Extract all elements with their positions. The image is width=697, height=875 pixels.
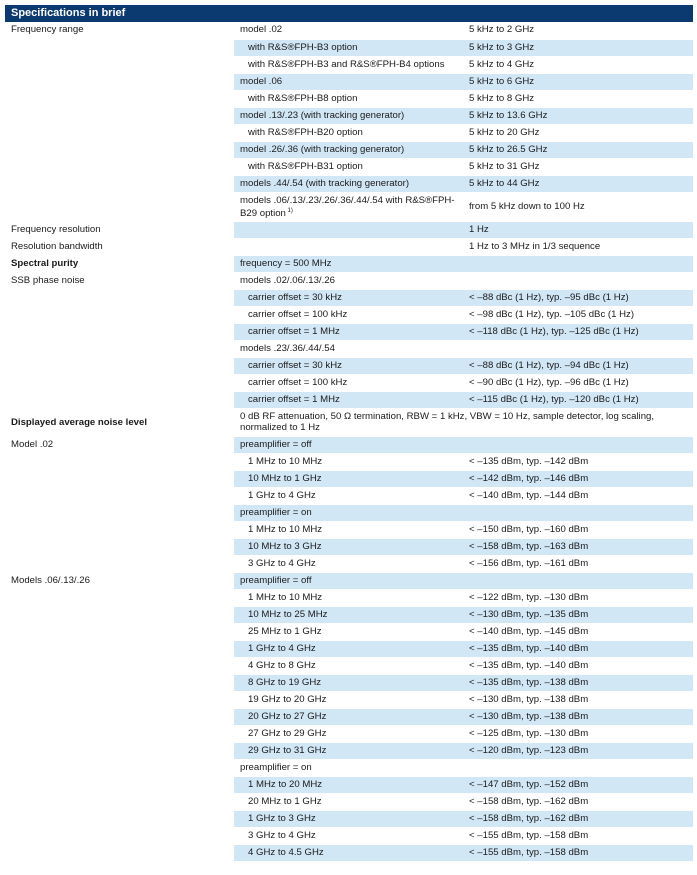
condition-cell <box>234 453 463 470</box>
table-row <box>5 657 693 674</box>
table-row <box>5 255 693 272</box>
parameter-cell <box>5 357 234 374</box>
condition-cell <box>234 538 463 555</box>
value-cell: < –158 dBm, typ. –162 dBm <box>463 793 693 810</box>
value-cell: 5 kHz to 44 GHz <box>463 175 693 192</box>
table-row <box>5 124 693 141</box>
value-cell: < –140 dBm, typ. –145 dBm <box>463 623 693 640</box>
table-row <box>5 470 693 487</box>
table-row <box>5 453 693 470</box>
table-row <box>5 340 693 357</box>
table-row <box>5 742 693 759</box>
value-cell: < –130 dBm, typ. –135 dBm <box>463 606 693 623</box>
table-row <box>5 555 693 572</box>
condition-text: 1 GHz to 4 GHz <box>248 489 316 501</box>
parameter-cell <box>5 73 234 90</box>
parameter-cell <box>5 623 234 640</box>
parameter-cell <box>5 640 234 657</box>
condition-text: preamplifier = off <box>240 574 312 586</box>
condition-cell <box>234 657 463 674</box>
value-cell <box>463 436 693 453</box>
parameter-cell <box>5 776 234 793</box>
condition-cell <box>234 141 463 158</box>
parameter-cell: Model .02 <box>5 436 234 453</box>
table-row <box>5 158 693 175</box>
condition-text: 20 MHz to 1 GHz <box>248 795 322 807</box>
parameter-cell <box>5 90 234 107</box>
value-cell: 5 kHz to 20 GHz <box>463 124 693 141</box>
table-row <box>5 521 693 538</box>
value-cell: < –135 dBm, typ. –140 dBm <box>463 657 693 674</box>
condition-cell <box>234 470 463 487</box>
condition-text: model .13/.23 (with tracking generator) <box>240 109 405 121</box>
value-cell: < –155 dBm, typ. –158 dBm <box>463 844 693 861</box>
value-cell: 1 Hz to 3 MHz in 1/3 sequence <box>463 238 693 255</box>
footnote-marker: 1) <box>285 207 293 214</box>
condition-text: 1 MHz to 20 MHz <box>248 778 323 790</box>
condition-cell <box>234 606 463 623</box>
condition-text: frequency = 500 MHz <box>240 257 332 269</box>
value-cell: 5 kHz to 4 GHz <box>463 56 693 73</box>
value-cell: < –135 dBm, typ. –142 dBm <box>463 453 693 470</box>
condition-text: carrier offset = 30 kHz <box>248 291 342 303</box>
condition-text: with R&S®FPH-B20 option <box>248 126 363 138</box>
condition-cell <box>234 175 463 192</box>
value-cell: < –155 dBm, typ. –158 dBm <box>463 827 693 844</box>
value-cell: < –158 dBm, typ. –162 dBm <box>463 810 693 827</box>
table-row <box>5 90 693 107</box>
parameter-cell <box>5 374 234 391</box>
value-cell: < –115 dBc (1 Hz), typ. –120 dBc (1 Hz) <box>463 391 693 408</box>
value-cell: < –150 dBm, typ. –160 dBm <box>463 521 693 538</box>
table-row <box>5 306 693 323</box>
condition-text: 10 MHz to 1 GHz <box>248 472 322 484</box>
parameter-cell: Spectral purity <box>5 255 234 272</box>
table-row <box>5 391 693 408</box>
condition-cell <box>234 623 463 640</box>
value-cell: < –125 dBm, typ. –130 dBm <box>463 725 693 742</box>
condition-cell <box>234 124 463 141</box>
parameter-cell <box>5 521 234 538</box>
value-cell: < –156 dBm, typ. –161 dBm <box>463 555 693 572</box>
condition-cell <box>234 725 463 742</box>
table-row <box>5 487 693 504</box>
table-row <box>5 408 693 436</box>
parameter-cell <box>5 487 234 504</box>
parameter-cell <box>5 391 234 408</box>
value-cell: < –122 dBm, typ. –130 dBm <box>463 589 693 606</box>
table-row <box>5 725 693 742</box>
value-cell: < –90 dBc (1 Hz), typ. –96 dBc (1 Hz) <box>463 374 693 391</box>
table-row <box>5 73 693 90</box>
value-cell: 5 kHz to 26.5 GHz <box>463 141 693 158</box>
parameter-cell: Models .06/.13/.26 <box>5 572 234 589</box>
value-cell <box>463 255 693 272</box>
value-cell <box>463 340 693 357</box>
condition-cell <box>234 504 463 521</box>
condition-cell <box>234 555 463 572</box>
table-row <box>5 572 693 589</box>
condition-text: models .23/.36/.44/.54 <box>240 342 335 354</box>
condition-cell <box>234 374 463 391</box>
value-cell: < –158 dBm, typ. –163 dBm <box>463 538 693 555</box>
condition-text: 3 GHz to 4 GHz <box>248 557 316 569</box>
parameter-cell: Displayed average noise level <box>5 408 234 436</box>
table-row <box>5 323 693 340</box>
condition-cell <box>234 810 463 827</box>
condition-cell <box>234 691 463 708</box>
parameter-cell <box>5 56 234 73</box>
table-row <box>5 810 693 827</box>
value-cell: 5 kHz to 31 GHz <box>463 158 693 175</box>
condition-text: models .02/.06/.13/.26 <box>240 274 335 286</box>
condition-text: 20 GHz to 27 GHz <box>248 710 327 722</box>
parameter-cell <box>5 657 234 674</box>
parameter-cell <box>5 453 234 470</box>
parameter-cell <box>5 538 234 555</box>
condition-cell <box>234 22 463 39</box>
value-cell: < –88 dBc (1 Hz), typ. –95 dBc (1 Hz) <box>463 289 693 306</box>
value-cell: 5 kHz to 8 GHz <box>463 90 693 107</box>
table-row <box>5 141 693 158</box>
value-cell: < –130 dBm, typ. –138 dBm <box>463 691 693 708</box>
condition-cell <box>234 238 463 255</box>
parameter-cell <box>5 606 234 623</box>
table-row <box>5 674 693 691</box>
table-row <box>5 691 693 708</box>
parameter-cell <box>5 589 234 606</box>
condition-text: preamplifier = on <box>240 506 312 518</box>
table-row <box>5 221 693 238</box>
condition-text: with R&S®FPH-B8 option <box>248 92 358 104</box>
condition-cell <box>234 323 463 340</box>
table-row <box>5 357 693 374</box>
condition-text: 10 MHz to 25 MHz <box>248 608 328 620</box>
condition-cell <box>234 340 463 357</box>
condition-cell <box>234 39 463 56</box>
table-row <box>5 56 693 73</box>
parameter-cell <box>5 504 234 521</box>
condition-cell <box>234 521 463 538</box>
condition-cell <box>234 391 463 408</box>
condition-cell <box>234 589 463 606</box>
condition-text: carrier offset = 100 kHz <box>248 308 348 320</box>
table-row <box>5 374 693 391</box>
condition-text: with R&S®FPH-B3 and R&S®FPH-B4 options <box>248 58 445 70</box>
spec-table-body <box>5 22 693 861</box>
value-cell: 5 kHz to 13.6 GHz <box>463 107 693 124</box>
table-row <box>5 776 693 793</box>
table-row <box>5 538 693 555</box>
table-row <box>5 39 693 56</box>
table-row <box>5 238 693 255</box>
condition-cell <box>234 487 463 504</box>
condition-text: carrier offset = 30 kHz <box>248 359 342 371</box>
condition-cell <box>234 572 463 589</box>
condition-text: 4 GHz to 8 GHz <box>248 659 316 671</box>
parameter-cell: Resolution bandwidth <box>5 238 234 255</box>
condition-text: 27 GHz to 29 GHz <box>248 727 327 739</box>
condition-cell <box>234 221 463 238</box>
condition-cell <box>234 56 463 73</box>
value-cell: < –118 dBc (1 Hz), typ. –125 dBc (1 Hz) <box>463 323 693 340</box>
condition-cell <box>234 827 463 844</box>
table-row <box>5 606 693 623</box>
condition-cell <box>234 640 463 657</box>
condition-text: with R&S®FPH-B3 option <box>248 41 358 53</box>
condition-text: 1 MHz to 10 MHz <box>248 455 323 467</box>
parameter-cell <box>5 810 234 827</box>
parameter-cell <box>5 674 234 691</box>
condition-cell <box>234 90 463 107</box>
parameter-cell <box>5 124 234 141</box>
condition-cell <box>234 289 463 306</box>
value-cell <box>463 759 693 776</box>
parameter-cell: Frequency range <box>5 22 234 39</box>
parameter-cell <box>5 306 234 323</box>
parameter-cell <box>5 555 234 572</box>
condition-cell <box>234 436 463 453</box>
parameter-cell <box>5 158 234 175</box>
value-cell <box>463 504 693 521</box>
value-cell: < –140 dBm, typ. –144 dBm <box>463 487 693 504</box>
parameter-cell <box>5 107 234 124</box>
parameter-cell <box>5 175 234 192</box>
condition-cell <box>234 844 463 861</box>
parameter-cell <box>5 323 234 340</box>
condition-cell <box>234 73 463 90</box>
table-row <box>5 436 693 453</box>
parameter-cell <box>5 844 234 861</box>
table-row <box>5 793 693 810</box>
condition-text: 1 MHz to 10 MHz <box>248 591 323 603</box>
table-row <box>5 22 693 39</box>
condition-text: 3 GHz to 4 GHz <box>248 829 316 841</box>
condition-cell <box>234 107 463 124</box>
table-row <box>5 192 693 221</box>
condition-cell <box>234 742 463 759</box>
parameter-cell <box>5 793 234 810</box>
parameter-cell <box>5 725 234 742</box>
condition-text: model .02 <box>240 24 283 35</box>
value-cell: < –88 dBc (1 Hz), typ. –94 dBc (1 Hz) <box>463 357 693 374</box>
condition-text: 0 dB RF attenuation, 50 Ω termination, RBW = 1 kHz, VBW = 10 Hz, sample detector, log scaling, normalized to 1 Hz <box>240 410 655 433</box>
condition-cell <box>234 708 463 725</box>
value-cell: < –135 dBm, typ. –138 dBm <box>463 674 693 691</box>
condition-cell <box>234 759 463 776</box>
table-row <box>5 175 693 192</box>
value-cell: < –135 dBm, typ. –140 dBm <box>463 640 693 657</box>
condition-text: preamplifier = on <box>240 761 312 773</box>
table-row <box>5 759 693 776</box>
condition-text: 19 GHz to 20 GHz <box>248 693 327 705</box>
condition-text: 1 GHz to 3 GHz <box>248 812 316 824</box>
table-row <box>5 272 693 289</box>
condition-text: carrier offset = 1 MHz <box>248 393 340 405</box>
value-cell: < –120 dBm, typ. –123 dBm <box>463 742 693 759</box>
value-cell: < –142 dBm, typ. –146 dBm <box>463 470 693 487</box>
parameter-cell <box>5 759 234 776</box>
condition-text: 10 MHz to 3 GHz <box>248 540 322 552</box>
condition-text: 1 MHz to 10 MHz <box>248 523 323 535</box>
condition-cell <box>234 408 693 436</box>
condition-text: carrier offset = 1 MHz <box>248 325 340 337</box>
condition-cell <box>234 158 463 175</box>
parameter-cell <box>5 340 234 357</box>
parameter-cell <box>5 708 234 725</box>
value-cell: < –147 dBm, typ. –152 dBm <box>463 776 693 793</box>
parameter-cell: SSB phase noise <box>5 272 234 289</box>
condition-text: 1 GHz to 4 GHz <box>248 642 316 654</box>
table-row <box>5 289 693 306</box>
value-cell: < –98 dBc (1 Hz), typ. –105 dBc (1 Hz) <box>463 306 693 323</box>
table-row <box>5 107 693 124</box>
condition-text: model .26/.36 (with tracking generator) <box>240 143 405 155</box>
parameter-cell <box>5 827 234 844</box>
condition-cell <box>234 255 463 272</box>
condition-cell <box>234 272 463 289</box>
condition-text: 29 GHz to 31 GHz <box>248 744 327 756</box>
value-cell: from 5 kHz down to 100 Hz <box>463 192 693 221</box>
value-cell: 5 kHz to 6 GHz <box>463 73 693 90</box>
table-row <box>5 589 693 606</box>
parameter-cell <box>5 691 234 708</box>
condition-cell <box>234 306 463 323</box>
parameter-cell <box>5 742 234 759</box>
parameter-cell <box>5 39 234 56</box>
condition-cell <box>234 357 463 374</box>
parameter-cell: Frequency resolution <box>5 221 234 238</box>
condition-cell <box>234 192 463 221</box>
condition-text: with R&S®FPH-B31 option <box>248 160 363 172</box>
parameter-cell <box>5 470 234 487</box>
table-row <box>5 640 693 657</box>
table-row <box>5 844 693 861</box>
value-cell <box>463 272 693 289</box>
table-row <box>5 623 693 640</box>
value-cell: 5 kHz to 2 GHz <box>463 22 693 39</box>
parameter-cell <box>5 289 234 306</box>
condition-text: carrier offset = 100 kHz <box>248 376 348 388</box>
condition-text: 25 MHz to 1 GHz <box>248 625 322 637</box>
table-row <box>5 827 693 844</box>
condition-text: 8 GHz to 19 GHz <box>248 676 322 688</box>
value-cell: 1 Hz <box>463 221 693 238</box>
parameter-cell <box>5 141 234 158</box>
table-row <box>5 708 693 725</box>
value-cell <box>463 572 693 589</box>
condition-text: models .44/.54 (with tracking generator) <box>240 177 410 189</box>
spec-table <box>5 22 693 862</box>
condition-cell <box>234 674 463 691</box>
condition-text: preamplifier = off <box>240 438 312 450</box>
value-cell: 5 kHz to 3 GHz <box>463 39 693 56</box>
condition-text: models .06/.13/.23/.26/.36/.44/.54 with R&S®FPH-B29 option <box>240 194 455 219</box>
condition-cell <box>234 793 463 810</box>
condition-cell <box>234 776 463 793</box>
section-header: Specifications in brief <box>5 5 693 22</box>
value-cell: < –130 dBm, typ. –138 dBm <box>463 708 693 725</box>
condition-text: 4 GHz to 4.5 GHz <box>248 846 324 858</box>
condition-text: model .06 <box>240 75 283 87</box>
table-row <box>5 504 693 521</box>
parameter-cell <box>5 192 234 221</box>
